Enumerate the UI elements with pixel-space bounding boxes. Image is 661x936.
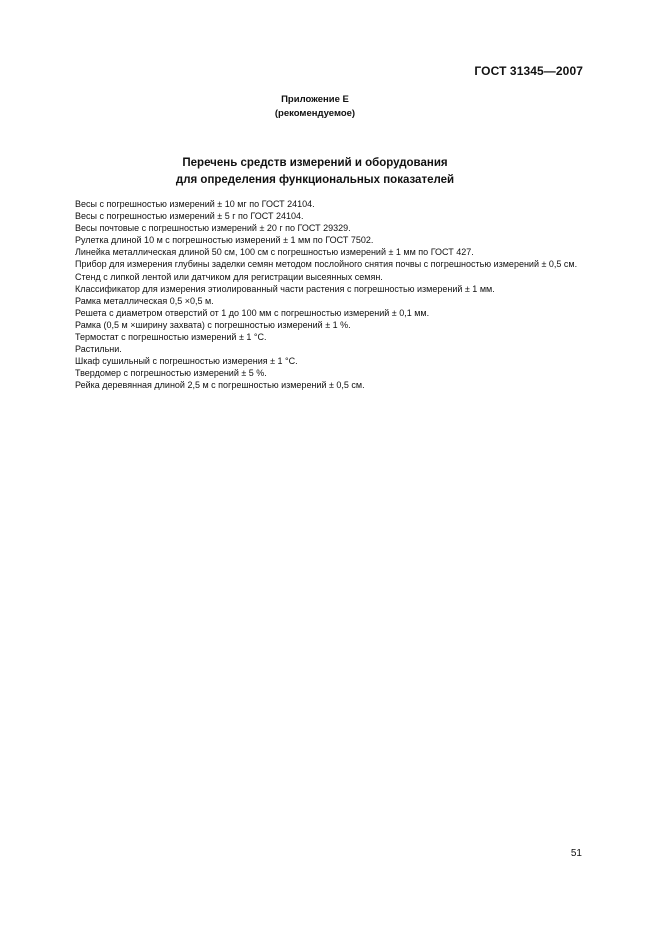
standard-code: ГОСТ 31345—2007 bbox=[474, 64, 583, 78]
list-item: Прибор для измерения глубины заделки семян методом послойного снятия почвы с погрешностью измерений ± 0,5 см. bbox=[75, 259, 578, 270]
list-item: Весы с погрешностью измерений ± 10 мг по ГОСТ 24104. bbox=[75, 199, 315, 209]
list-item: Решета с диаметром отверстий от 1 до 100 мм с погрешностью измерений ± 0,1 мм. bbox=[75, 307, 430, 318]
list-item: Растильни. bbox=[75, 344, 122, 355]
title-line-1: Перечень средств измерений и оборудования bbox=[182, 157, 448, 169]
list-item: Рейка деревянная длиной 2,5 м с погрешностью измерений ± 0,5 см. bbox=[75, 380, 365, 391]
list-item: Шкаф сушильный с погрешностью измерения ± 1 °С. bbox=[75, 356, 298, 367]
list-item: Рулетка длиной 10 м с погрешностью измерений ± 1 мм по ГОСТ 7502. bbox=[75, 235, 374, 246]
list-item: Стенд с липкой лентой или датчиком для регистрации высеянных семян. bbox=[75, 271, 383, 282]
list-item: Термостат с погрешностью измерений ± 1 °С. bbox=[75, 332, 267, 343]
appendix-status: (рекомендуемое) bbox=[274, 108, 356, 119]
list-item: Классификатор для измерения этиолированный части растения с погрешностью измерений ± 1 мм. bbox=[75, 283, 495, 294]
list-item: Рамка (0,5 м ×ширину захвата) с погрешностью измерений ± 1 %. bbox=[75, 319, 351, 330]
list-item: Весы с погрешностью измерений ± 5 г по ГОСТ 24104. bbox=[75, 211, 304, 222]
appendix-heading bbox=[0, 93, 630, 121]
list-item: Рамка металлическая 0,5 ×0,5 м. bbox=[75, 295, 214, 306]
title-line-2: для определения функциональных показателей bbox=[175, 174, 455, 186]
list-item: Весы почтовые с погрешностью измерений ± 20 г по ГОСТ 29329. bbox=[75, 223, 351, 234]
equipment-list bbox=[46, 198, 586, 392]
appendix-label: Приложение Е bbox=[281, 94, 349, 105]
list-item: Линейка металлическая длиной 50 см, 100 см с погрешностью измерений ± 1 мм по ГОСТ 427. bbox=[75, 247, 474, 258]
page-title bbox=[0, 155, 630, 189]
page-number: 51 bbox=[570, 848, 582, 859]
list-item: Твердомер с погрешностью измерений ± 5 %. bbox=[75, 368, 267, 379]
